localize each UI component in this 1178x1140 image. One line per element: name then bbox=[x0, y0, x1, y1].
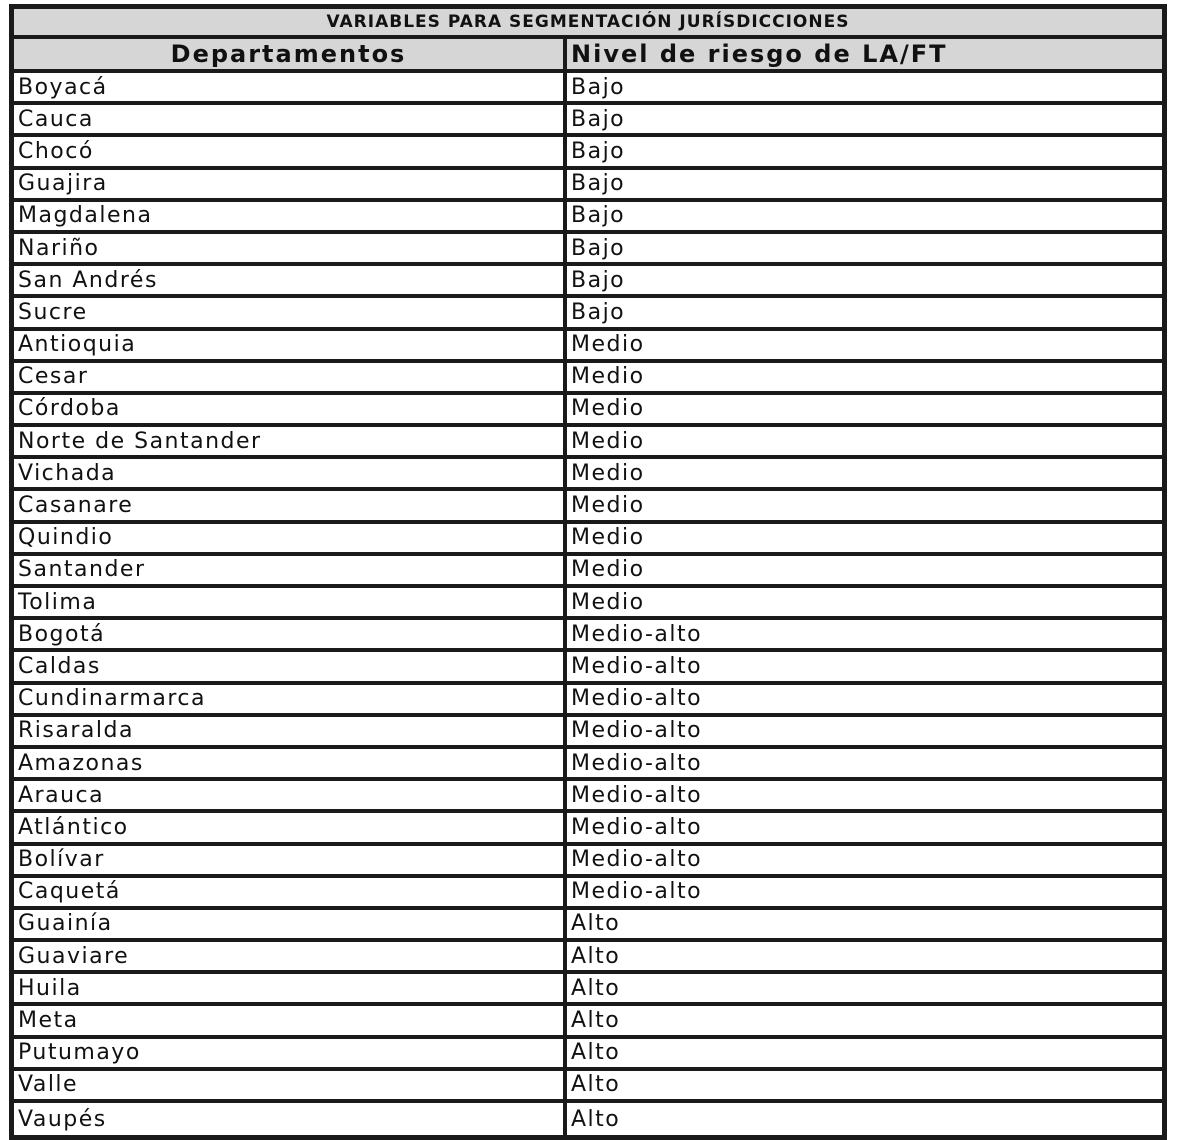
departamento-cell: Valle bbox=[14, 1071, 567, 1103]
nivel-riesgo-cell: Alto bbox=[567, 910, 1162, 942]
table-row bbox=[14, 652, 1162, 684]
table-row bbox=[14, 459, 1162, 491]
nivel-riesgo-cell: Medio-alto bbox=[567, 878, 1162, 910]
table-row bbox=[14, 1071, 1162, 1103]
nivel-riesgo-cell: Medio-alto bbox=[567, 652, 1162, 684]
departamento-cell: Sucre bbox=[14, 298, 567, 330]
departamento-cell: Risaralda bbox=[14, 717, 567, 749]
nivel-riesgo-cell: Alto bbox=[567, 1103, 1162, 1135]
table-row bbox=[14, 813, 1162, 845]
nivel-riesgo-cell: Bajo bbox=[567, 266, 1162, 298]
departamento-cell: Guajira bbox=[14, 170, 567, 202]
departamento-cell: Caldas bbox=[14, 652, 567, 684]
nivel-riesgo-cell: Medio bbox=[567, 588, 1162, 620]
column-header-departamentos: Departamentos bbox=[14, 39, 567, 73]
departamento-cell: Córdoba bbox=[14, 395, 567, 427]
departamento-cell: Cesar bbox=[14, 363, 567, 395]
table-row bbox=[14, 524, 1162, 556]
departamento-cell: Vaupés bbox=[14, 1103, 567, 1135]
table-row bbox=[14, 942, 1162, 974]
departamento-cell: Putumayo bbox=[14, 1039, 567, 1071]
departamento-cell: Amazonas bbox=[14, 749, 567, 781]
nivel-riesgo-cell: Bajo bbox=[567, 298, 1162, 330]
nivel-riesgo-cell: Medio bbox=[567, 459, 1162, 491]
nivel-riesgo-cell: Medio bbox=[567, 363, 1162, 395]
table-row bbox=[14, 1039, 1162, 1071]
nivel-riesgo-cell: Medio-alto bbox=[567, 813, 1162, 845]
nivel-riesgo-cell: Bajo bbox=[567, 202, 1162, 234]
departamento-cell: Chocó bbox=[14, 137, 567, 169]
departamento-cell: Guainía bbox=[14, 910, 567, 942]
table-row bbox=[14, 717, 1162, 749]
nivel-riesgo-cell: Medio bbox=[567, 556, 1162, 588]
departamento-cell: Guaviare bbox=[14, 942, 567, 974]
table-row bbox=[14, 910, 1162, 942]
departamento-cell: Bolívar bbox=[14, 846, 567, 878]
table-row bbox=[14, 266, 1162, 298]
table-row bbox=[14, 234, 1162, 266]
table-row bbox=[14, 620, 1162, 652]
table-row bbox=[14, 1006, 1162, 1038]
nivel-riesgo-cell: Medio bbox=[567, 491, 1162, 523]
departamento-cell: Cauca bbox=[14, 105, 567, 137]
departamento-cell: San Andrés bbox=[14, 266, 567, 298]
nivel-riesgo-cell: Bajo bbox=[567, 105, 1162, 137]
departamento-cell: Nariño bbox=[14, 234, 567, 266]
table-row bbox=[14, 974, 1162, 1006]
table-row bbox=[14, 427, 1162, 459]
table-row bbox=[14, 556, 1162, 588]
table-row bbox=[14, 878, 1162, 910]
table-row bbox=[14, 1103, 1162, 1135]
nivel-riesgo-cell: Alto bbox=[567, 1006, 1162, 1038]
table-row bbox=[14, 137, 1162, 169]
nivel-riesgo-cell: Alto bbox=[567, 974, 1162, 1006]
nivel-riesgo-cell: Medio-alto bbox=[567, 685, 1162, 717]
departamento-cell: Boyacá bbox=[14, 73, 567, 105]
nivel-riesgo-cell: Medio-alto bbox=[567, 781, 1162, 813]
table-row bbox=[14, 395, 1162, 427]
departamento-cell: Santander bbox=[14, 556, 567, 588]
departamento-cell: Casanare bbox=[14, 491, 567, 523]
departamento-cell: Antioquia bbox=[14, 331, 567, 363]
nivel-riesgo-cell: Alto bbox=[567, 1039, 1162, 1071]
departamento-cell: Cundinarmarca bbox=[14, 685, 567, 717]
segmentation-table bbox=[14, 9, 1162, 1135]
departamento-cell: Vichada bbox=[14, 459, 567, 491]
table-row bbox=[14, 588, 1162, 620]
departamento-cell: Bogotá bbox=[14, 620, 567, 652]
table-row bbox=[14, 846, 1162, 878]
table-row bbox=[14, 363, 1162, 395]
nivel-riesgo-cell: Bajo bbox=[567, 234, 1162, 266]
nivel-riesgo-cell: Bajo bbox=[567, 73, 1162, 105]
segmentation-table-container bbox=[9, 4, 1167, 1140]
departamento-cell: Magdalena bbox=[14, 202, 567, 234]
departamento-cell: Arauca bbox=[14, 781, 567, 813]
nivel-riesgo-cell: Medio-alto bbox=[567, 717, 1162, 749]
departamento-cell: Huila bbox=[14, 974, 567, 1006]
departamento-cell: Tolima bbox=[14, 588, 567, 620]
departamento-cell: Atlántico bbox=[14, 813, 567, 845]
table-row bbox=[14, 781, 1162, 813]
nivel-riesgo-cell: Medio bbox=[567, 427, 1162, 459]
table-row bbox=[14, 331, 1162, 363]
table-row bbox=[14, 685, 1162, 717]
table-row bbox=[14, 105, 1162, 137]
departamento-cell: Caquetá bbox=[14, 878, 567, 910]
table-title: VARIABLES PARA SEGMENTACIÓN JURÍSDICCIONES bbox=[14, 9, 1162, 39]
nivel-riesgo-cell: Medio bbox=[567, 331, 1162, 363]
nivel-riesgo-cell: Medio bbox=[567, 524, 1162, 556]
departamento-cell: Norte de Santander bbox=[14, 427, 567, 459]
nivel-riesgo-cell: Medio-alto bbox=[567, 846, 1162, 878]
table-row bbox=[14, 73, 1162, 105]
nivel-riesgo-cell: Medio-alto bbox=[567, 620, 1162, 652]
column-header-nivel-riesgo: Nivel de riesgo de LA/FT bbox=[567, 39, 1162, 73]
table-body bbox=[14, 73, 1162, 1135]
nivel-riesgo-cell: Bajo bbox=[567, 137, 1162, 169]
departamento-cell: Meta bbox=[14, 1006, 567, 1038]
departamento-cell: Quindio bbox=[14, 524, 567, 556]
table-row bbox=[14, 170, 1162, 202]
nivel-riesgo-cell: Bajo bbox=[567, 170, 1162, 202]
nivel-riesgo-cell: Medio bbox=[567, 395, 1162, 427]
nivel-riesgo-cell: Alto bbox=[567, 1071, 1162, 1103]
table-row bbox=[14, 749, 1162, 781]
nivel-riesgo-cell: Alto bbox=[567, 942, 1162, 974]
nivel-riesgo-cell: Medio-alto bbox=[567, 749, 1162, 781]
table-row bbox=[14, 298, 1162, 330]
table-row bbox=[14, 491, 1162, 523]
table-row bbox=[14, 202, 1162, 234]
